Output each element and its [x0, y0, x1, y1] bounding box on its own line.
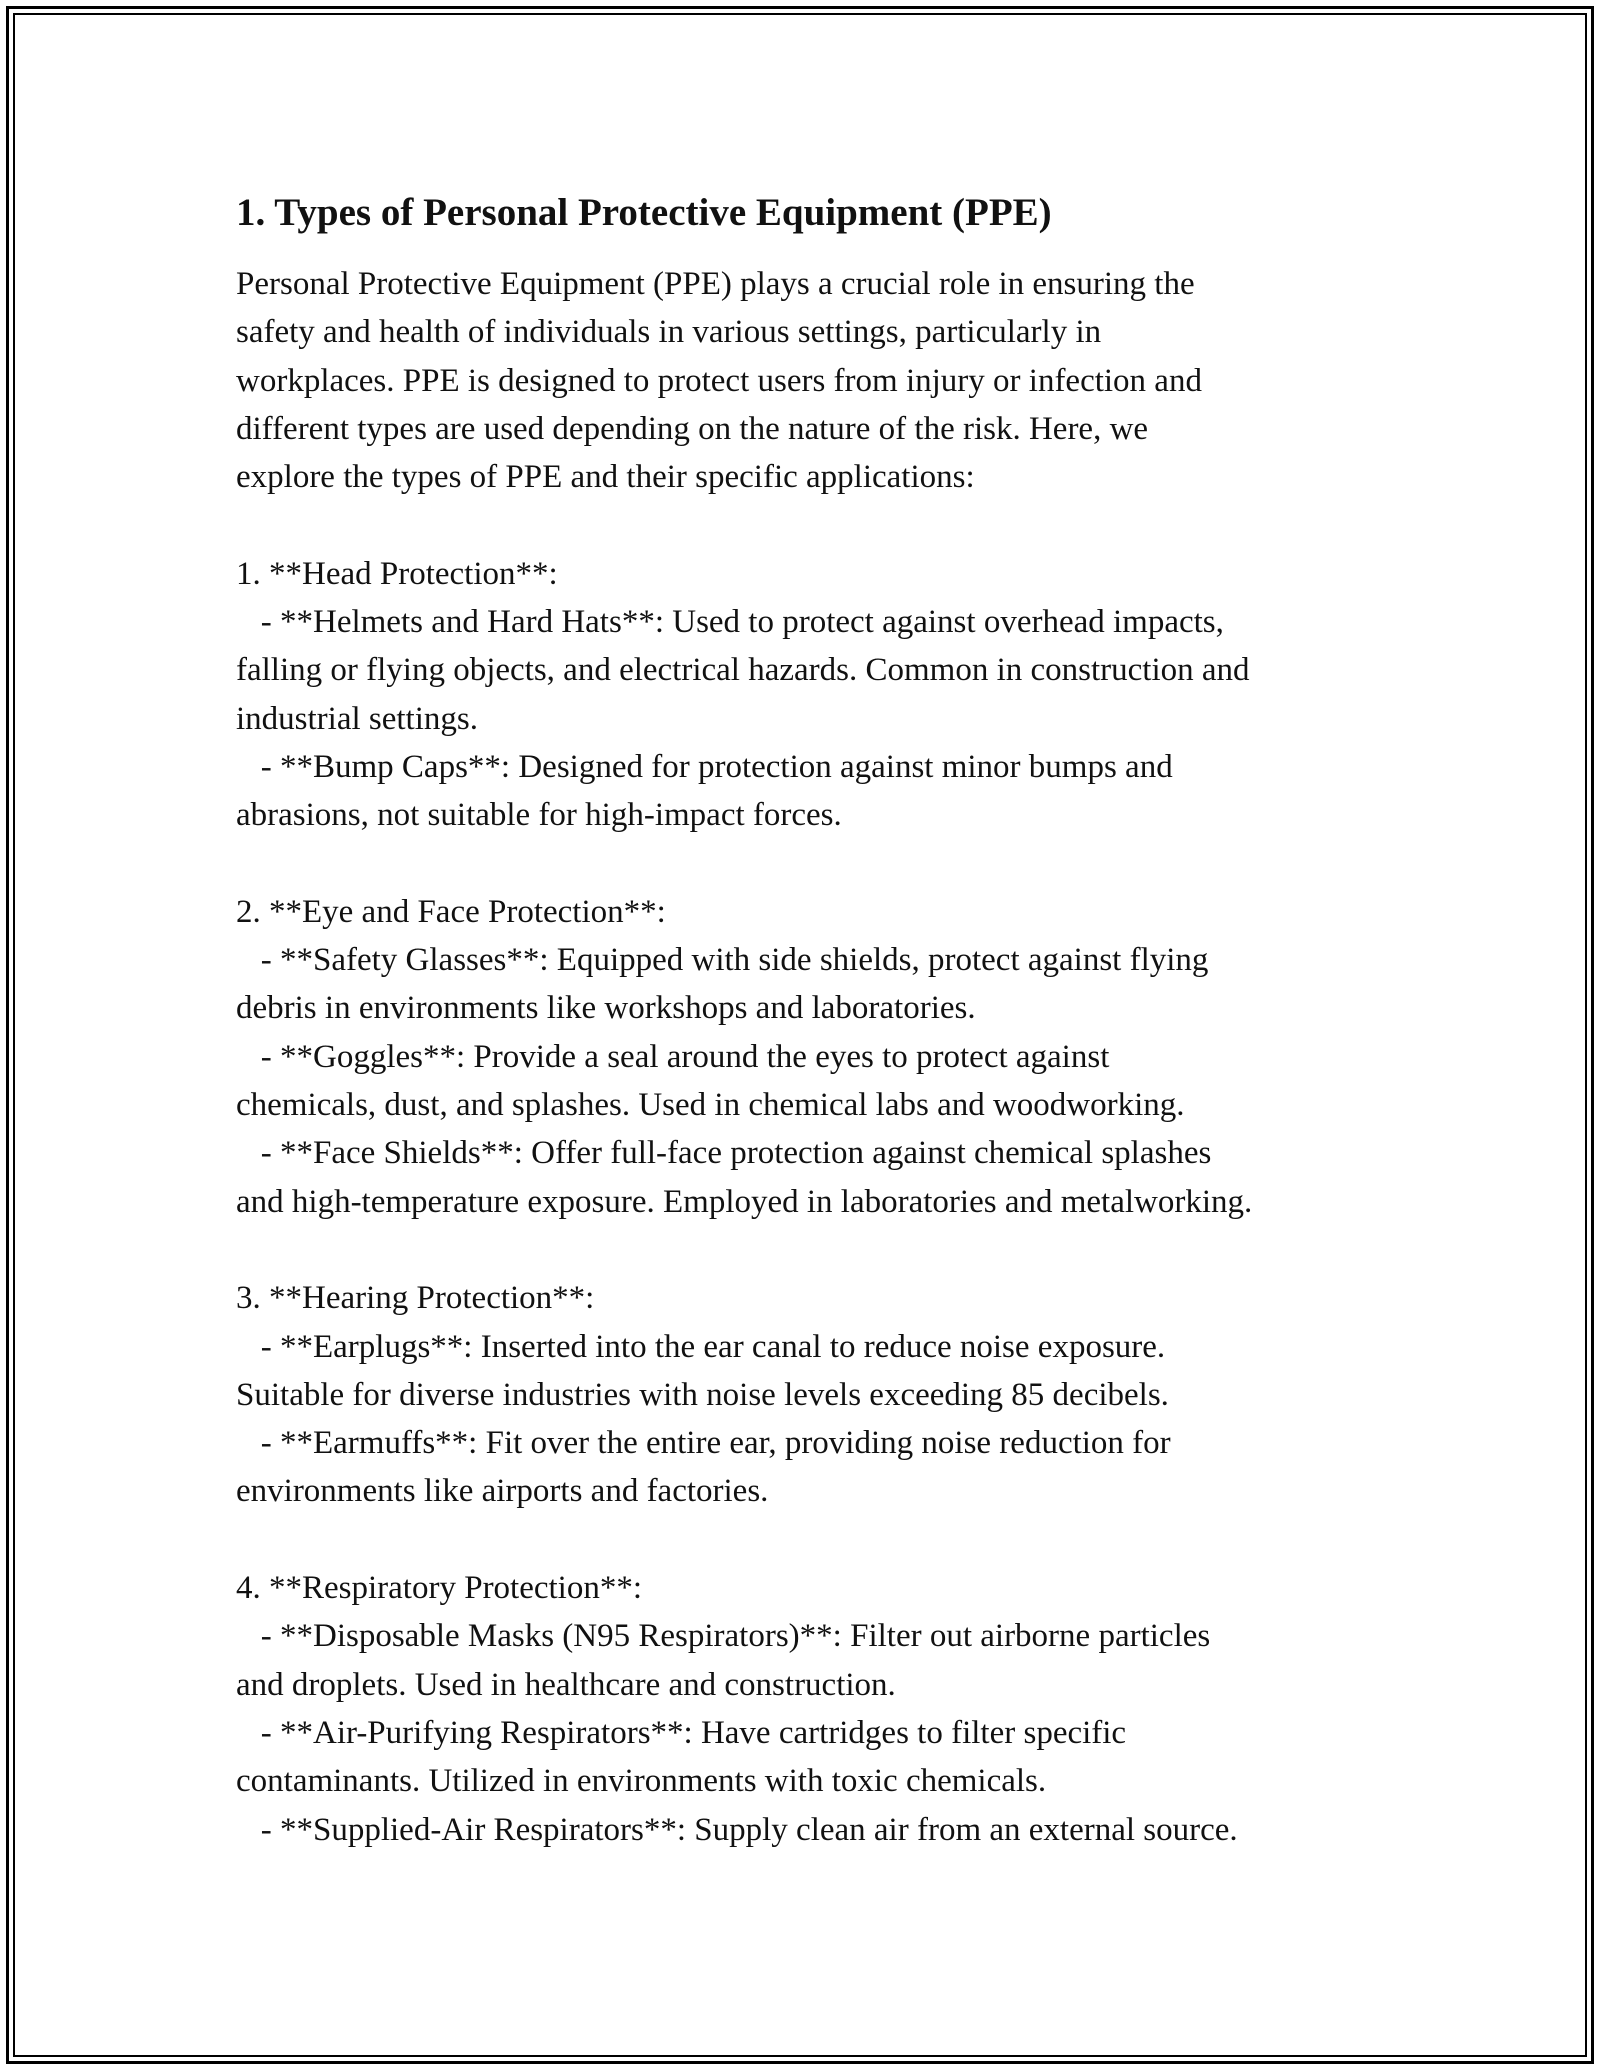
text-line: - **Helmets and Hard Hats**: Used to protect against overhead impacts,: [236, 604, 1224, 641]
blank-line: [236, 1516, 1396, 1564]
text-line: Suitable for diverse industries with noise levels exceeding 85 decibels.: [236, 1376, 1169, 1413]
text-line: 1. **Head Protection**:: [236, 555, 558, 592]
text-line: Personal Protective Equipment (PPE) plays a crucial role in ensuring the: [236, 266, 1195, 302]
text-line: explore the types of PPE and their specific applications:: [236, 459, 975, 496]
blank-line: [236, 840, 1396, 888]
text-line: and high-temperature exposure. Employed in laboratories and metalworking.: [236, 1183, 1253, 1220]
text-line: - **Safety Glasses**: Equipped with side shields, protect against flying: [236, 942, 1209, 979]
text-line: - **Face Shields**: Offer full-face protection against chemical splashes: [236, 1135, 1212, 1172]
text-line: - **Earmuffs**: Fit over the entire ear, providing noise reduction for: [236, 1425, 1171, 1462]
text-line: contaminants. Utilized in environments with toxic chemicals.: [236, 1763, 1047, 1800]
text-line: - **Air-Purifying Respirators**: Have cartridges to filter specific: [236, 1714, 1127, 1751]
text-line: different types are used depending on the nature of the risk. Here, we: [236, 410, 1149, 447]
text-line: and droplets. Used in healthcare and construction.: [236, 1666, 896, 1703]
document-body: [236, 188, 1396, 1854]
section-heading: 1. Types of Personal Protective Equipment (PPE): [236, 191, 1052, 234]
text-line: falling or flying objects, and electrical hazards. Common in construction and: [236, 652, 1250, 689]
text-line: safety and health of individuals in various settings, particularly in: [236, 314, 1102, 351]
text-line: debris in environments like workshops and laboratories.: [236, 990, 976, 1027]
text-line: environments like airports and factories.: [236, 1473, 769, 1510]
body-text: [236, 260, 1396, 1854]
blank-line: [236, 1226, 1396, 1274]
text-line: - **Earplugs**: Inserted into the ear canal to reduce noise exposure.: [236, 1328, 1166, 1365]
text-line: 2. **Eye and Face Protection**:: [236, 893, 666, 930]
text-line: chemicals, dust, and splashes. Used in chemical labs and woodworking.: [236, 1087, 1185, 1124]
text-line: - **Supplied-Air Respirators**: Supply clean air from an external source.: [236, 1811, 1238, 1848]
text-line: industrial settings.: [236, 700, 478, 737]
blank-line: [236, 501, 1396, 549]
text-line: 4. **Respiratory Protection**:: [236, 1570, 643, 1607]
text-line: - **Bump Caps**: Designed for protection against minor bumps and: [236, 748, 1173, 785]
text-line: - **Disposable Masks (N95 Respirators)**: Filter out airborne particles: [236, 1618, 1211, 1655]
text-line: - **Goggles**: Provide a seal around the eyes to protect against: [236, 1038, 1110, 1075]
text-line: workplaces. PPE is designed to protect users from injury or infection and: [236, 362, 1202, 399]
text-line: abrasions, not suitable for high-impact forces.: [236, 797, 842, 834]
text-line: 3. **Hearing Protection**:: [236, 1280, 595, 1317]
